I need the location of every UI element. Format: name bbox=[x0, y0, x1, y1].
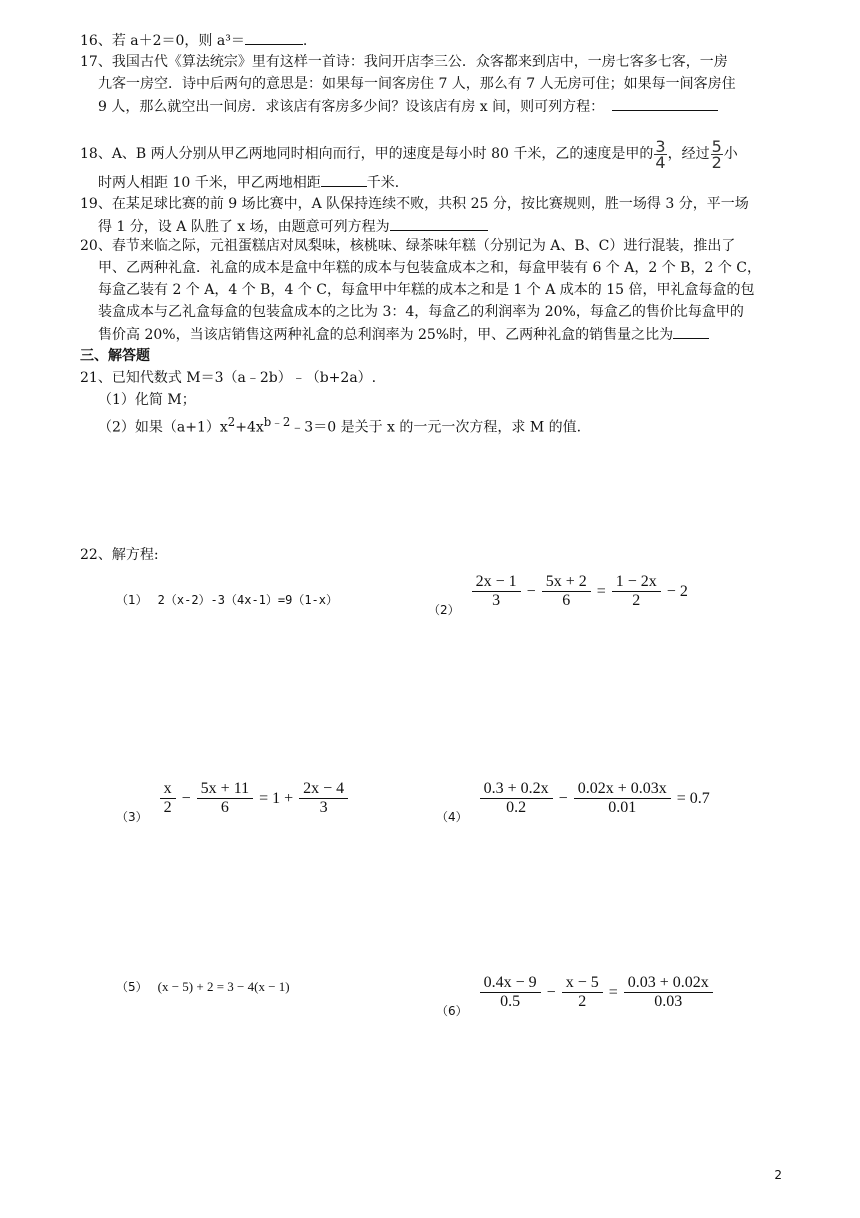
equation-middle: = 1 + bbox=[259, 789, 294, 807]
question-21-line-1: 21、已知代数式 M＝3（a﹣2b）﹣（b+2a）. bbox=[80, 370, 377, 386]
equation-tail: − 2 bbox=[666, 582, 688, 600]
answer-blank bbox=[390, 216, 488, 231]
answer-blank bbox=[673, 324, 709, 339]
question-18-text-a: 18、A、B 两人分别从甲乙两地同时相向而行，甲的速度是每小时 80 千米，乙的速度是甲的 bbox=[80, 146, 654, 162]
question-16-end: . bbox=[302, 33, 308, 49]
equation-label: （1） bbox=[116, 593, 148, 607]
section-heading: 三、解答题 bbox=[80, 348, 150, 364]
question-17-line-3-text: 9 人，那么就空出一间房．求该店有客房多少间？设该店有房 x 间，则可列方程： bbox=[98, 99, 605, 115]
question-20-line-5 bbox=[98, 324, 709, 345]
question-17-line-2: 九客一房空．诗中后两句的意思是：如果每一间客房住 7 人，那么有 7 人无房可住；如果每一间客房住 bbox=[98, 76, 736, 92]
question-16-text: 16、若 a＋2＝0，则 a³＝ bbox=[80, 33, 245, 49]
fraction: $\frac{0.02x + 0.03x}{0.01}$ bbox=[574, 780, 671, 817]
question-21-part-2-text-a: （2）如果（a+1）x bbox=[98, 419, 228, 436]
question-18-line-2-text: 时两人相距 10 千米，甲乙两地相距 bbox=[98, 175, 321, 191]
equation-4 bbox=[436, 772, 714, 825]
fraction: $\frac{5x + 2}{6}$ bbox=[542, 573, 591, 610]
fraction-five-halves: $\frac{5}{2}$ bbox=[711, 136, 722, 172]
answer-blank bbox=[245, 30, 303, 45]
question-22-title: 22、解方程: bbox=[80, 547, 159, 563]
equation-6 bbox=[436, 966, 715, 1019]
equation-5 bbox=[116, 978, 290, 995]
minus-sign: − bbox=[181, 789, 191, 807]
equation-label: （5） bbox=[116, 980, 148, 994]
question-18-line-2-end: 千米． bbox=[366, 175, 409, 191]
exponent: b﹣2 bbox=[263, 415, 291, 429]
fraction: $\frac{1 - 2x}{2}$ bbox=[612, 573, 661, 610]
answer-blank bbox=[612, 96, 718, 111]
question-19-line-2-text: 得 1 分，设 A 队胜了 x 场，由题意可列方程为 bbox=[98, 219, 390, 235]
minus-sign: − bbox=[526, 582, 536, 600]
equation-label: （2） bbox=[428, 603, 460, 617]
question-19-line-2 bbox=[98, 216, 488, 237]
exponent: 2 bbox=[227, 415, 236, 429]
question-20-line-1: 20、春节来临之际，元祖蛋糕店对凤梨味，核桃味、绿茶味年糕（分别记为 A、B、C）进行混装，推出了 bbox=[80, 238, 736, 254]
question-17-line-1: 17、我国古代《算法统宗》里有这样一首诗：我问开店李三公．众客都来到店中，一房七客多七客，一房 bbox=[80, 54, 728, 70]
equation-3 bbox=[116, 772, 350, 825]
minus-sign: − bbox=[558, 789, 568, 807]
fraction: $\frac{5x + 11}{6}$ bbox=[197, 780, 253, 817]
question-21-part-2 bbox=[98, 412, 581, 438]
equation-5-expression: (x − 5) + 2 = 3 − 4(x − 1) bbox=[157, 978, 290, 994]
fraction: $\frac{0.4x - 9}{0.5}$ bbox=[480, 974, 541, 1011]
question-16 bbox=[80, 30, 307, 51]
question-18-line-2 bbox=[98, 172, 409, 193]
equation-label: （3） bbox=[116, 810, 148, 824]
fraction: $\frac{2x - 4}{3}$ bbox=[299, 780, 348, 817]
question-21-part-2-text-c: ﹣3＝0 是关于 x 的一元一次方程，求 M 的值. bbox=[290, 419, 582, 436]
question-17-line-3 bbox=[98, 96, 718, 117]
question-20-line-5-text: 售价高 20%，当该店销售这两种礼盒的总利润率为 25%时，甲、乙两种礼盒的销售量之比为 bbox=[98, 327, 674, 343]
equation-1-expression: 2（x-2）-3（4x-1）=9（1-x） bbox=[157, 593, 339, 607]
equation-2 bbox=[428, 565, 692, 618]
equation-label: （4） bbox=[436, 810, 468, 824]
question-21-part-2-text-b: +4x bbox=[235, 419, 264, 436]
question-18-text-b: ，经过 bbox=[667, 146, 710, 162]
question-19-line-1: 19、在某足球比赛的前 9 场比赛中，A 队保持连续不败，共积 25 分，按比赛规则，胜一场得 3 分，平一场 bbox=[80, 196, 749, 212]
equals-sign: = bbox=[608, 983, 618, 1001]
fraction: $\frac{0.03 + 0.02x}{0.03}$ bbox=[624, 974, 713, 1011]
fraction-three-quarters: $\frac{3}{4}$ bbox=[655, 136, 666, 172]
page-number: 2 bbox=[774, 1168, 782, 1182]
equation-tail: = 0.7 bbox=[676, 789, 710, 807]
question-18-line-1 bbox=[80, 134, 738, 174]
fraction: $\frac{2x - 1}{3}$ bbox=[472, 573, 521, 610]
question-20-line-3: 每盒乙装有 2 个 A，4 个 B，4 个 C，每盒甲中年糕的成本之和是 1 个 A 成本的 15 倍，甲礼盒每盒的包 bbox=[98, 282, 755, 298]
fraction: $\frac{0.3 + 0.2x}{0.2}$ bbox=[480, 780, 553, 817]
equation-label: （6） bbox=[436, 1004, 468, 1018]
equation-1 bbox=[116, 591, 338, 608]
question-20-line-2: 甲、乙两种礼盒．礼盒的成本是盒中年糕的成本与包装盒成本之和，每盒甲装有 6 个 A，2 个 B，2 个 C， bbox=[98, 260, 761, 276]
equals-sign: = bbox=[596, 582, 606, 600]
question-20-line-4: 装盒成本与乙礼盒每盒的包装盒成本的之比为 3：4，每盒乙的利润率为 20%，每盒乙的售价比每盒甲的 bbox=[98, 304, 744, 320]
answer-blank bbox=[321, 172, 367, 187]
minus-sign: − bbox=[546, 983, 556, 1001]
fraction: $\frac{x}{2}$ bbox=[160, 780, 176, 817]
fraction: $\frac{x - 5}{2}$ bbox=[562, 974, 603, 1011]
question-18-text-c: 小 bbox=[723, 146, 738, 162]
question-21-part-1: （1）化简 M； bbox=[98, 392, 196, 408]
